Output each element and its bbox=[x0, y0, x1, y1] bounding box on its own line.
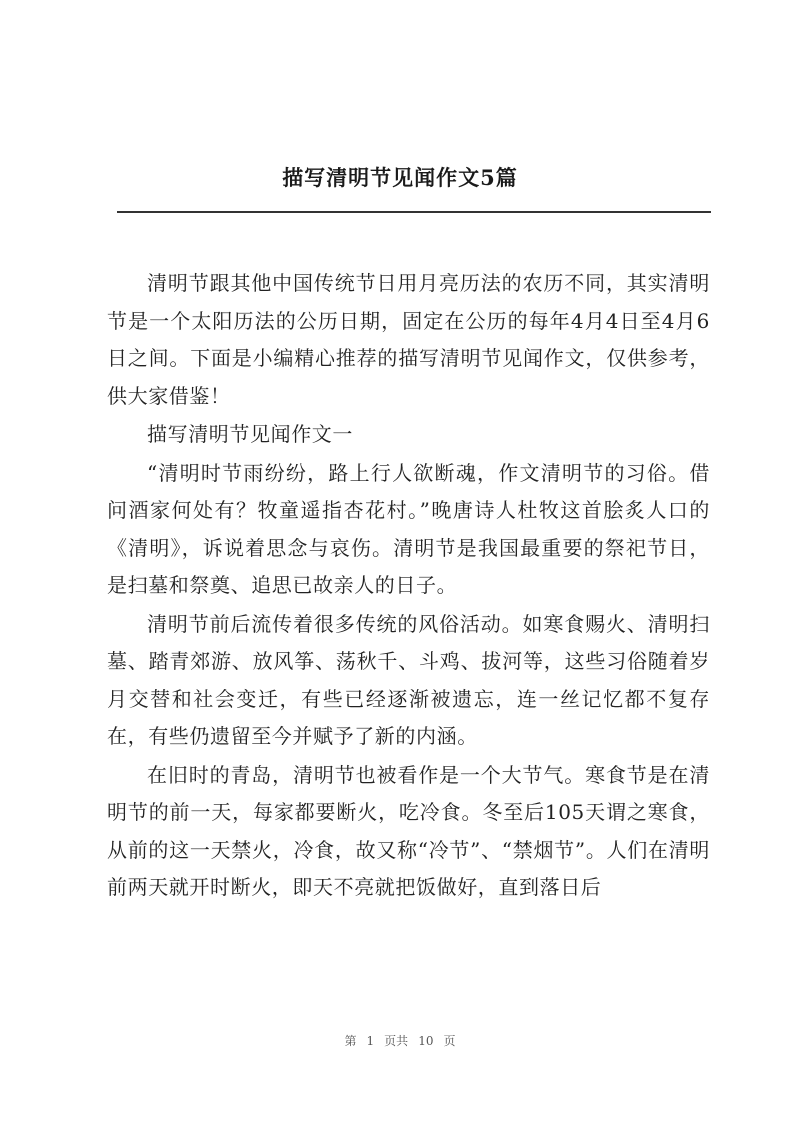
body-paragraph: 在旧时的青岛，清明节也被看作是一个大节气。寒食节是在清明节的前一天，每家都要断火，吃冷食。冬至后105天谓之寒食，从前的这一天禁火，冷食，故又称“冷节”、“禁烟节”。人们在清明前两天就开时断火，即天不亮就把饭做好，直到落日后 bbox=[107, 762, 710, 899]
footer-middle: 页共 bbox=[384, 1034, 409, 1048]
body-paragraph: “清明时节雨纷纷，路上行人欲断魂，作文清明节的习俗。借问酒家何处有？牧童遥指杏花村。”晚唐诗人杜牧这首脍炙人口的《清明》，诉说着思念与哀伤。清明节是我国最重要的祭祀节日，是扫墓和祭奠、追思已故亲人的日子。 bbox=[107, 460, 710, 597]
document-body bbox=[107, 265, 710, 908]
section-heading: 描写清明节见闻作文一 bbox=[147, 422, 353, 446]
body-paragraph: 清明节前后流传着很多传统的风俗活动。如寒食赐火、清明扫墓、踏青郊游、放风筝、荡秋千、斗鸡、拔河等，这些习俗随着岁月交替和社会变迁，有些已经逐渐被遗忘，连一丝记忆都不复存在，有些仍遗留至今并赋予了新的内涵。 bbox=[107, 611, 710, 748]
intro-paragraph: 清明节跟其他中国传统节日用月亮历法的农历不同，其实清明节是一个太阳历法的公历日期，固定在公历的每年4月4日至4月6日之间。下面是小编精心推荐的描写清明节见闻作文，仅供参考，供大家借鉴！ bbox=[107, 271, 710, 408]
page-title: 描写清明节见闻作文5篇 bbox=[282, 165, 518, 190]
footer-prefix: 第 bbox=[344, 1034, 357, 1048]
footer-total-pages: 10 bbox=[418, 1034, 434, 1048]
footer-suffix: 页 bbox=[443, 1034, 456, 1048]
footer-page-number: 1 bbox=[366, 1034, 375, 1048]
page-footer bbox=[0, 1032, 800, 1050]
title-divider bbox=[117, 211, 711, 213]
